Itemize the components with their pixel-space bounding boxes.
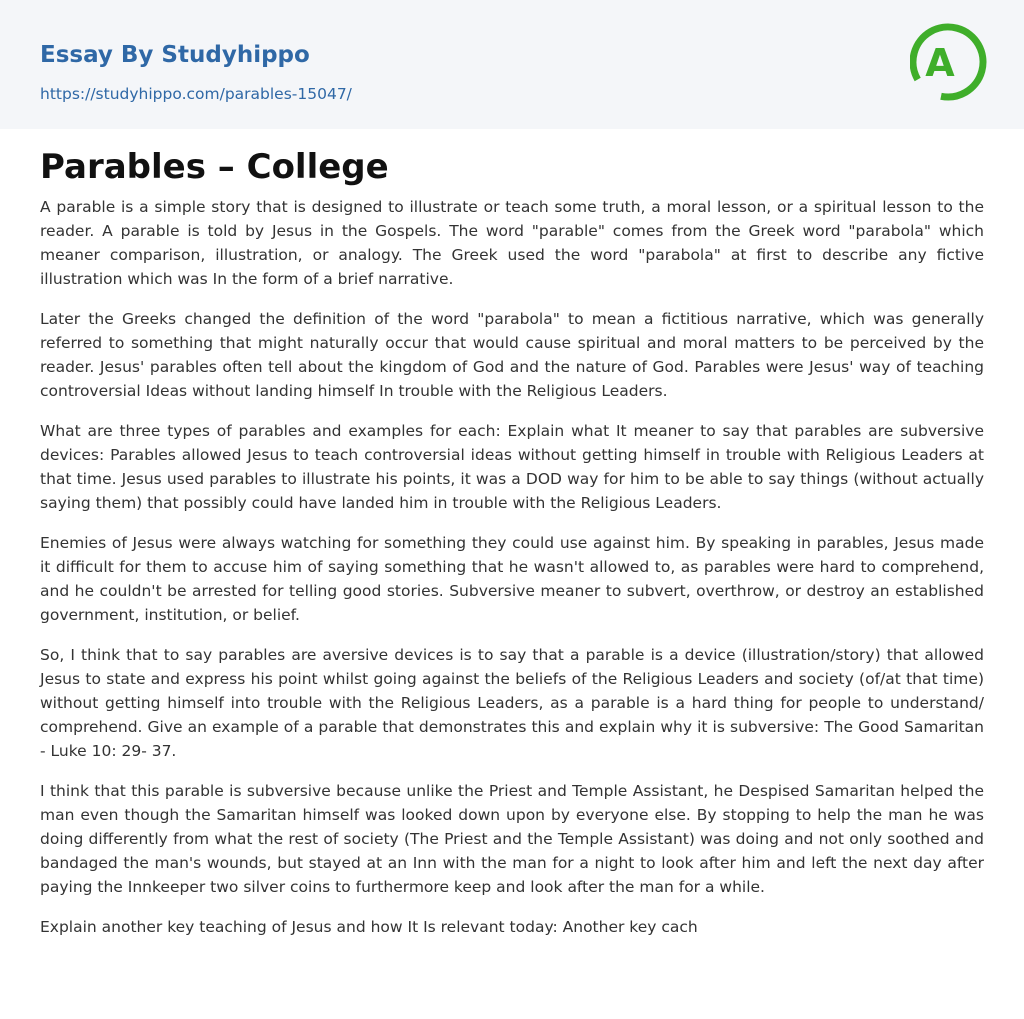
paragraph: Explain another key teaching of Jesus and how It Is relevant today: Another key cach [40,918,698,936]
paragraph: Later the Greeks changed the definition of the word "parabola" to mean a fictitious narrative, which was generally referred to something that might naturally occur that would cause spiritual and moral matters to be perceived by the reader. Jesus' parables often tell about the kingdom of God and the nature of God. Parables were Jesus' way of teaching controversial Ideas without landing himself In trouble with the Religious Leaders. [40,310,984,400]
paragraph: What are three types of parables and examples for each: Explain what It meaner to say that parables are subversive devices: Parables allowed Jesus to teach controversial ideas without getting himself in trouble with Religious Leaders at that time. Jesus used parables to illustrate his points, it was a DOD way for him to be able to say things (without actually saying them) that possibly could have landed him in trouble with the Religious Leaders. [40,422,984,512]
paragraph: So, I think that to say parables are aversive devices is to say that a parable is a device (illustration/story) that allowed Jesus to state and express his point whilst going against the beliefs of the Religious Leaders and society (of/at that time) without getting himself into trouble with the Religious Leaders, as a parable is a hard thing for people to understand/ comprehend. Give an example of a parable that demonstrates this and explain why it is subversive: The Good Samaritan - Luke 10: 29- 37. [40,646,984,760]
paragraph: A parable is a simple story that is designed to illustrate or teach some truth, a moral lesson, or a spiritual lesson to the reader. A parable is told by Jesus in the Gospels. The word "parable" comes from the Greek word "parabola" which meaner comparison, illustration, or analogy. The Greek used the word "parabola" at first to describe any fictive illustration which was In the form of a brief narrative. [40,198,984,288]
site-brand: Essay By Studyhippo [40,42,310,68]
studyhippo-logo-icon[interactable] [910,18,988,106]
article-title: Parables – College [40,147,389,187]
logo-letter: A [925,41,955,85]
paragraph: I think that this parable is subversive because unlike the Priest and Temple Assistant, he Despised Samaritan helped the man even though the Samaritan himself was looked down upon by everyone else. By stopping to help the man he was doing differently from what the rest of society (The Priest and the Temple Assistant) was doing and not only soothed and bandaged the man's wounds, but stayed at an Inn with the man for a night to look after him and left the next day after paying the Innkeeper two silver coins to furthermore keep and look after the man for a while. [40,782,984,896]
article [0,129,1024,939]
source-url-link[interactable]: https://studyhippo.com/parables-15047/ [40,85,352,103]
paragraph: Enemies of Jesus were always watching for something they could use against him. By speaking in parables, Jesus made it difficult for them to accuse him of saying something that he wasn't allowed to, as parables were hard to comprehend, and he couldn't be arrested for telling good stories. Subversive meaner to subvert, overthrow, or destroy an established government, institution, or belief. [40,534,984,624]
site-header [0,0,1024,129]
